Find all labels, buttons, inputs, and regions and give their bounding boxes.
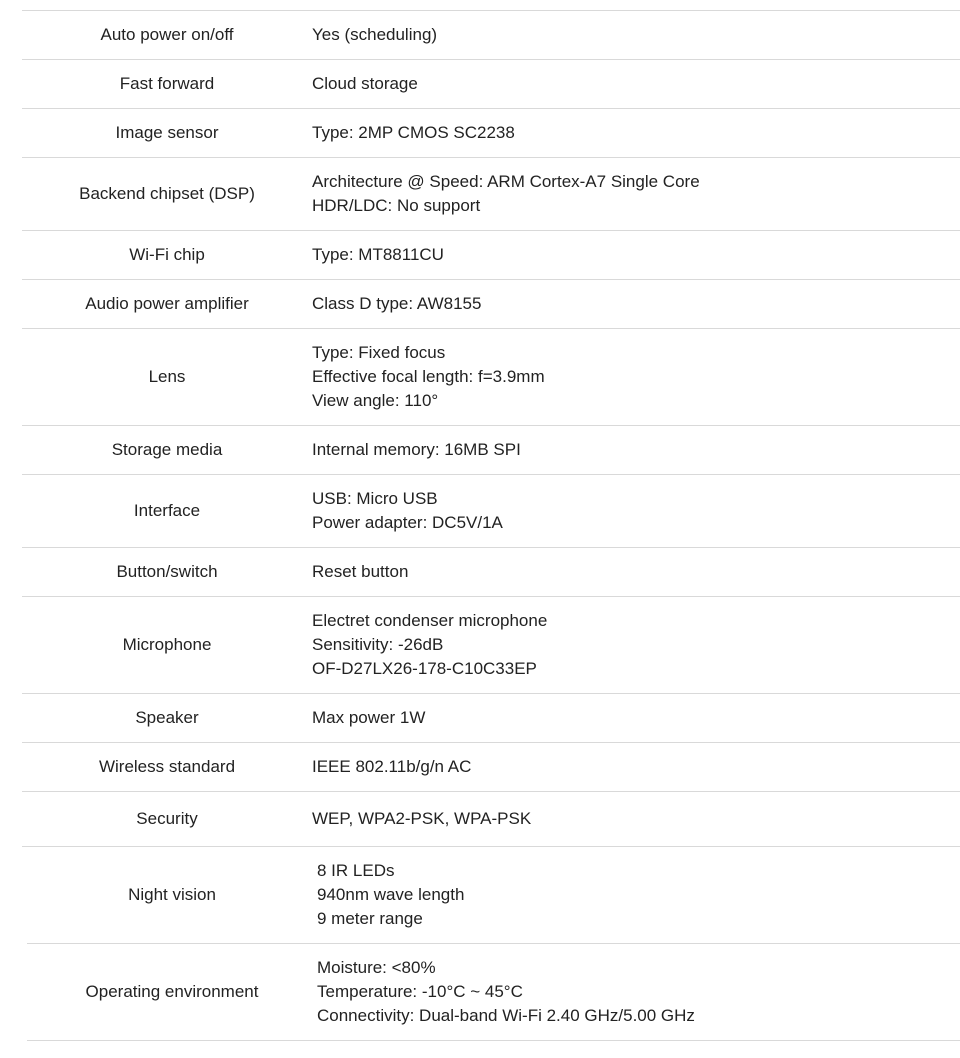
spec-value-line: Yes (scheduling) [312,25,438,44]
table-row [22,158,960,231]
table-row [27,944,960,1041]
spec-value-line: Type: 2MP CMOS SC2238 [312,123,515,142]
spec-label: Interface [133,501,201,520]
spec-value [312,755,960,779]
table-row [22,694,960,743]
spec-value-line: Power adapter: DC5V/1A [312,513,503,532]
spec-value-line: Moisture: <80% [317,958,436,977]
spec-value-line: Cloud storage [312,74,418,93]
spec-value-line: Architecture @ Speed: ARM Cortex-A7 Single Core [312,172,700,191]
spec-value [312,609,960,681]
spec-value [312,292,960,316]
table-row [22,743,960,792]
spec-value [312,487,960,535]
spec-value-line: Type: Fixed focus [312,343,446,362]
spec-value-line: View angle: 110° [312,391,439,410]
spec-value-line: USB: Micro USB [312,489,438,508]
spec-value [312,170,960,218]
spec-value [312,438,960,462]
spec-value-line: IEEE 802.11b/g/n AC [312,757,472,776]
spec-value-line: 9 meter range [317,909,423,928]
spec-value-line: Effective focal length: f=3.9mm [312,367,545,386]
spec-value [312,121,960,145]
table-row [22,329,960,426]
spec-value-line: Class D type: AW8155 [312,294,482,313]
spec-label: Storage media [111,440,223,459]
spec-label: Speaker [135,708,199,727]
spec-value [312,341,960,413]
spec-value [312,23,960,47]
spec-value-line: Type: MT8811CU [312,245,444,264]
spec-label: Image sensor [115,123,219,142]
spec-label: Backend chipset (DSP) [79,184,255,203]
spec-label: Night vision [128,885,216,904]
spec-value-line: 8 IR LEDs [317,861,395,880]
spec-value-line: OF-D27LX26-178-C10C33EP [312,659,537,678]
spec-label: Audio power amplifier [85,294,249,313]
table-row [22,231,960,280]
spec-label: Button/switch [116,562,218,581]
table-row [22,60,960,109]
spec-value-line: Temperature: -10°C ~ 45°C [317,982,523,1001]
spec-value [312,243,960,267]
spec-label: Operating environment [85,982,259,1001]
table-row [22,109,960,158]
spec-value-line: Electret condenser microphone [312,611,548,630]
spec-label: Security [136,809,198,828]
spec-value [312,807,960,831]
spec-value [312,72,960,96]
spec-label: Wireless standard [98,757,236,776]
spec-value [312,706,960,730]
table-row [22,280,960,329]
table-row [22,11,960,60]
spec-label: Lens [148,367,186,386]
spec-label: Wi-Fi chip [129,245,205,264]
spec-value-line: Internal memory: 16MB SPI [312,440,521,459]
spec-label: Auto power on/off [100,25,234,44]
spec-value-line: 940nm wave length [317,885,465,904]
spec-label: Fast forward [119,74,215,93]
spec-value [317,956,960,1028]
spec-value-line: HDR/LDC: No support [312,196,481,215]
spec-value-line: Max power 1W [312,708,426,727]
spec-label: Microphone [122,635,212,654]
spec-value-line: Reset button [312,562,409,581]
table-row [27,847,960,944]
spec-value-line: WEP, WPA2-PSK, WPA-PSK [312,809,532,828]
table-row [22,548,960,597]
spec-value-line: Connectivity: Dual-band Wi-Fi 2.40 GHz/5.00 GHz [317,1006,695,1025]
table-row [22,475,960,548]
spec-value [312,560,960,584]
spec-value-line: Sensitivity: -26dB [312,635,444,654]
table-row [22,597,960,694]
table-row [22,792,960,847]
table-row [22,426,960,475]
spec-value [317,859,960,931]
